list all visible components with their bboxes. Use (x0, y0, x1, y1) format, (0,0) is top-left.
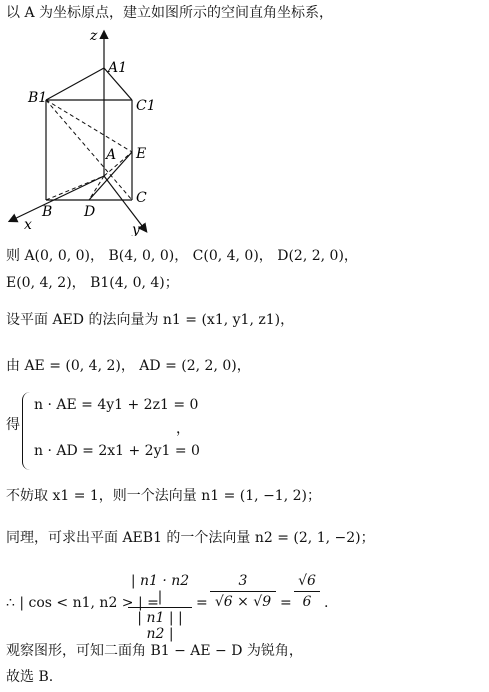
cos-frac1-num: | n1 · n2 | (130, 573, 190, 605)
system-eq-2: n · AD = 2x1 + 2y1 = 0 (34, 443, 200, 459)
cos-fraction-1 (128, 573, 192, 642)
cos-eq-1: = (196, 595, 208, 611)
label-B1: B1 (28, 90, 48, 106)
label-D: D (84, 204, 96, 220)
cos-frac3-num: √6 (298, 573, 316, 589)
cos-lhs: ∴ | cos < n1, n2 > | = (6, 595, 159, 611)
cos-frac1-den: | n1 | | n2 | (137, 610, 183, 642)
label-y: y (132, 222, 140, 236)
vectors-line: 由 AE = (0, 4, 2)， AD = (2, 2, 0)， (6, 358, 251, 374)
cos-end: . (324, 595, 329, 611)
label-B: B (42, 204, 53, 220)
label-E: E (136, 146, 147, 162)
system-brace (22, 392, 31, 470)
coords-line-1: 则 A(0, 0, 0)， B(4, 0, 0)， C(0, 4, 0)， D(2, 2, 0)， (6, 248, 358, 264)
dash-B1-C (46, 100, 132, 200)
system-eq-1: n · AE = 4y1 + 2z1 = 0 (34, 397, 199, 413)
choose-line: 不妨取 x1 = 1，则一个法向量 n1 = (1, −1, 2)； (6, 488, 321, 504)
edge-B1-A1 (46, 68, 104, 100)
cos-fraction-3 (294, 573, 320, 610)
geometry-figure (6, 26, 206, 236)
cos-eq-2: = (280, 595, 292, 611)
answer-line: 故选 B. (6, 669, 54, 685)
cos-frac2-den: √6 × √9 (214, 594, 272, 610)
cos-frac3-den: 6 (302, 594, 312, 610)
observe-line: 观察图形，可知二面角 B1 − AE − D 为锐角， (6, 643, 303, 659)
intro-text: 以 A 为坐标原点，建立如图所示的空间直角坐标系， (6, 5, 334, 21)
normal-intro: 设平面 AED 的法向量为 n1 = (x1, y1, z1)， (6, 312, 295, 328)
label-A1: A1 (108, 60, 128, 76)
similar-line: 同理，可求出平面 AEB1 的一个法向量 n2 = (2, 1, −2)； (6, 530, 375, 546)
label-x: x (24, 217, 32, 233)
coords-line-2: E(0, 4, 2)， B1(4, 0, 4)； (6, 275, 179, 291)
label-A: A (106, 147, 117, 163)
label-C: C (136, 190, 147, 206)
cos-frac2-num: 3 (238, 573, 248, 589)
system-lead: 得 (6, 417, 20, 433)
cos-fraction-2 (210, 573, 276, 610)
dash-B1-E (46, 100, 132, 152)
label-z: z (90, 28, 98, 44)
system-trail: ， (176, 421, 190, 437)
label-C1: C1 (136, 98, 156, 114)
